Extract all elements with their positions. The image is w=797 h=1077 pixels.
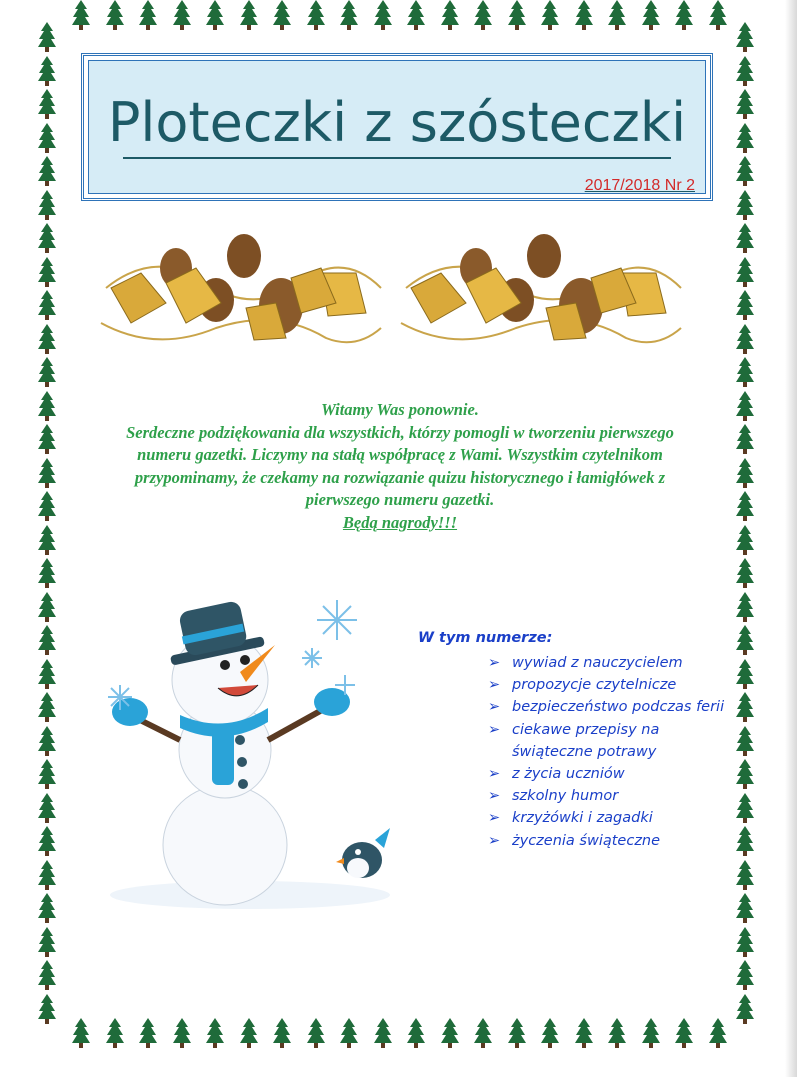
contents-item — [488, 807, 728, 829]
christmas-tree-icon — [474, 1018, 492, 1048]
christmas-tree-icon — [736, 692, 754, 722]
christmas-tree-icon — [38, 190, 56, 220]
christmas-tree-icon — [736, 759, 754, 789]
christmas-tree-icon — [38, 391, 56, 421]
contents-item — [488, 696, 728, 718]
christmas-tree-icon — [642, 0, 660, 30]
christmas-tree-icon — [139, 1018, 157, 1048]
christmas-tree-icon — [736, 391, 754, 421]
page-title: Ploteczki z szósteczki — [107, 91, 687, 154]
christmas-tree-icon — [709, 1018, 727, 1048]
snowman-icon — [108, 600, 390, 909]
christmas-tree-icon — [441, 0, 459, 30]
christmas-tree-icon — [736, 860, 754, 890]
christmas-tree-icon — [508, 0, 526, 30]
christmas-tree-icon — [38, 424, 56, 454]
christmas-tree-icon — [736, 357, 754, 387]
bells-garland-icon — [401, 234, 681, 342]
christmas-tree-icon — [736, 89, 754, 119]
christmas-tree-icon — [38, 156, 56, 186]
christmas-tree-icon — [709, 0, 727, 30]
christmas-tree-icon — [736, 223, 754, 253]
christmas-tree-icon — [736, 156, 754, 186]
christmas-tree-icon — [38, 625, 56, 655]
contents-item — [488, 674, 728, 696]
christmas-tree-icon — [38, 324, 56, 354]
christmas-tree-icon — [407, 1018, 425, 1048]
intro-body: Serdeczne podziękowania dla wszystkich, którzy pomogli w tworzeniu pierwszego numeru gazetki. Liczymy na stałą współpracę z Wami. Wszystkim czytelnikom przypominamy, że czekamy na rozwiązanie quizu historycznego i łamigłówek z pierwszego numeru gazetki. — [126, 422, 674, 509]
snowman-illustration — [100, 590, 400, 915]
golden-bells-garland-left — [96, 228, 386, 358]
intro-text — [100, 399, 700, 534]
christmas-tree-icon — [139, 0, 157, 30]
arrow-bullet-icon: ➢ — [488, 766, 501, 783]
contents-item — [488, 830, 728, 852]
christmas-tree-icon — [273, 0, 291, 30]
contents-item-label: z życia uczniów — [512, 766, 625, 783]
christmas-tree-icon — [38, 960, 56, 990]
christmas-tree-icon — [441, 1018, 459, 1048]
christmas-tree-icon — [608, 1018, 626, 1048]
christmas-tree-icon — [736, 123, 754, 153]
arrow-bullet-icon: ➢ — [488, 810, 501, 827]
title-background — [88, 60, 706, 194]
christmas-tree-icon — [736, 458, 754, 488]
christmas-tree-icon — [38, 592, 56, 622]
christmas-tree-icon — [38, 558, 56, 588]
contents-item-label: życzenia świąteczne — [512, 832, 661, 849]
christmas-tree-icon — [38, 223, 56, 253]
christmas-tree-icon — [106, 1018, 124, 1048]
christmas-tree-icon — [474, 0, 492, 30]
contents-item-label: wywiad z nauczycielem — [512, 655, 683, 671]
christmas-tree-icon — [736, 994, 754, 1024]
contents-item — [488, 652, 728, 674]
christmas-tree-icon — [736, 592, 754, 622]
christmas-tree-icon — [541, 0, 559, 30]
christmas-tree-icon — [736, 960, 754, 990]
christmas-tree-icon — [340, 1018, 358, 1048]
christmas-tree-icon — [307, 1018, 325, 1048]
arrow-bullet-icon: ➢ — [488, 699, 501, 716]
christmas-tree-icon — [38, 994, 56, 1024]
christmas-tree-icon — [38, 357, 56, 387]
christmas-tree-icon — [273, 1018, 291, 1048]
christmas-tree-icon — [736, 927, 754, 957]
christmas-tree-icon — [38, 257, 56, 287]
christmas-tree-icon — [675, 0, 693, 30]
christmas-tree-icon — [38, 659, 56, 689]
christmas-tree-icon — [173, 1018, 191, 1048]
christmas-tree-icon — [38, 22, 56, 52]
arrow-bullet-icon: ➢ — [488, 655, 501, 671]
christmas-tree-icon — [736, 558, 754, 588]
christmas-tree-icon — [374, 1018, 392, 1048]
christmas-tree-icon — [736, 793, 754, 823]
christmas-tree-icon — [38, 56, 56, 86]
christmas-tree-icon — [736, 826, 754, 856]
christmas-tree-icon — [38, 123, 56, 153]
page-edge — [785, 0, 797, 1077]
christmas-tree-icon — [675, 1018, 693, 1048]
contents-item-label: krzyżówki i zagadki — [512, 810, 653, 827]
christmas-tree-icon — [38, 927, 56, 957]
christmas-tree-icon — [206, 1018, 224, 1048]
contents-list — [418, 652, 728, 852]
bird-icon — [336, 828, 390, 878]
contents-item-label: bezpieczeństwo podczas ferii — [512, 699, 725, 716]
christmas-tree-icon — [72, 1018, 90, 1048]
christmas-tree-icon — [38, 458, 56, 488]
christmas-tree-icon — [736, 659, 754, 689]
title-underline — [123, 157, 671, 159]
christmas-tree-icon — [736, 290, 754, 320]
christmas-tree-icon — [206, 0, 224, 30]
christmas-tree-icon — [736, 625, 754, 655]
christmas-tree-icon — [240, 1018, 258, 1048]
christmas-tree-icon — [38, 759, 56, 789]
intro-prize: Będą nagrody!!! — [342, 512, 458, 532]
contents-item-label: ciekawe przepisy na świąteczne potrawy — [512, 721, 660, 760]
contents-heading: W tym numerze: — [418, 630, 553, 646]
intro-greeting: Witamy Was ponownie. — [321, 400, 479, 419]
issue-number: 2017/2018 Nr 2 — [584, 177, 695, 194]
christmas-tree-icon — [38, 893, 56, 923]
christmas-tree-icon — [72, 0, 90, 30]
christmas-tree-icon — [736, 257, 754, 287]
christmas-tree-icon — [575, 0, 593, 30]
title-box — [81, 53, 713, 201]
christmas-tree-icon — [736, 491, 754, 521]
table-of-contents — [418, 630, 728, 852]
christmas-tree-icon — [608, 0, 626, 30]
christmas-tree-icon — [38, 290, 56, 320]
christmas-tree-icon — [38, 692, 56, 722]
christmas-tree-icon — [736, 525, 754, 555]
contents-item-label: szkolny humor — [512, 788, 619, 805]
christmas-tree-icon — [38, 89, 56, 119]
christmas-tree-icon — [642, 1018, 660, 1048]
christmas-tree-icon — [407, 0, 425, 30]
golden-bells-garland-right — [396, 228, 686, 358]
christmas-tree-icon — [38, 793, 56, 823]
christmas-tree-icon — [541, 1018, 559, 1048]
christmas-tree-icon — [106, 0, 124, 30]
christmas-tree-icon — [736, 190, 754, 220]
christmas-tree-icon — [508, 1018, 526, 1048]
arrow-bullet-icon: ➢ — [488, 721, 501, 738]
arrow-bullet-icon: ➢ — [488, 677, 501, 694]
christmas-tree-icon — [374, 0, 392, 30]
christmas-tree-icon — [736, 424, 754, 454]
christmas-tree-icon — [173, 0, 191, 30]
christmas-tree-icon — [340, 0, 358, 30]
christmas-tree-icon — [736, 893, 754, 923]
christmas-tree-icon — [736, 56, 754, 86]
contents-item-label: propozycje czytelnicze — [512, 677, 677, 694]
contents-item — [488, 763, 728, 785]
contents-item — [488, 785, 728, 807]
christmas-tree-icon — [38, 491, 56, 521]
arrow-bullet-icon: ➢ — [488, 788, 501, 805]
christmas-tree-icon — [38, 525, 56, 555]
christmas-tree-icon — [736, 22, 754, 52]
bells-garland-icon — [101, 234, 381, 342]
christmas-tree-icon — [38, 860, 56, 890]
christmas-tree-icon — [38, 726, 56, 756]
christmas-tree-icon — [307, 0, 325, 30]
christmas-tree-icon — [736, 726, 754, 756]
arrow-bullet-icon: ➢ — [488, 832, 501, 849]
christmas-tree-icon — [736, 324, 754, 354]
christmas-tree-icon — [38, 826, 56, 856]
contents-item — [488, 719, 728, 763]
christmas-tree-icon — [240, 0, 258, 30]
christmas-tree-icon — [575, 1018, 593, 1048]
